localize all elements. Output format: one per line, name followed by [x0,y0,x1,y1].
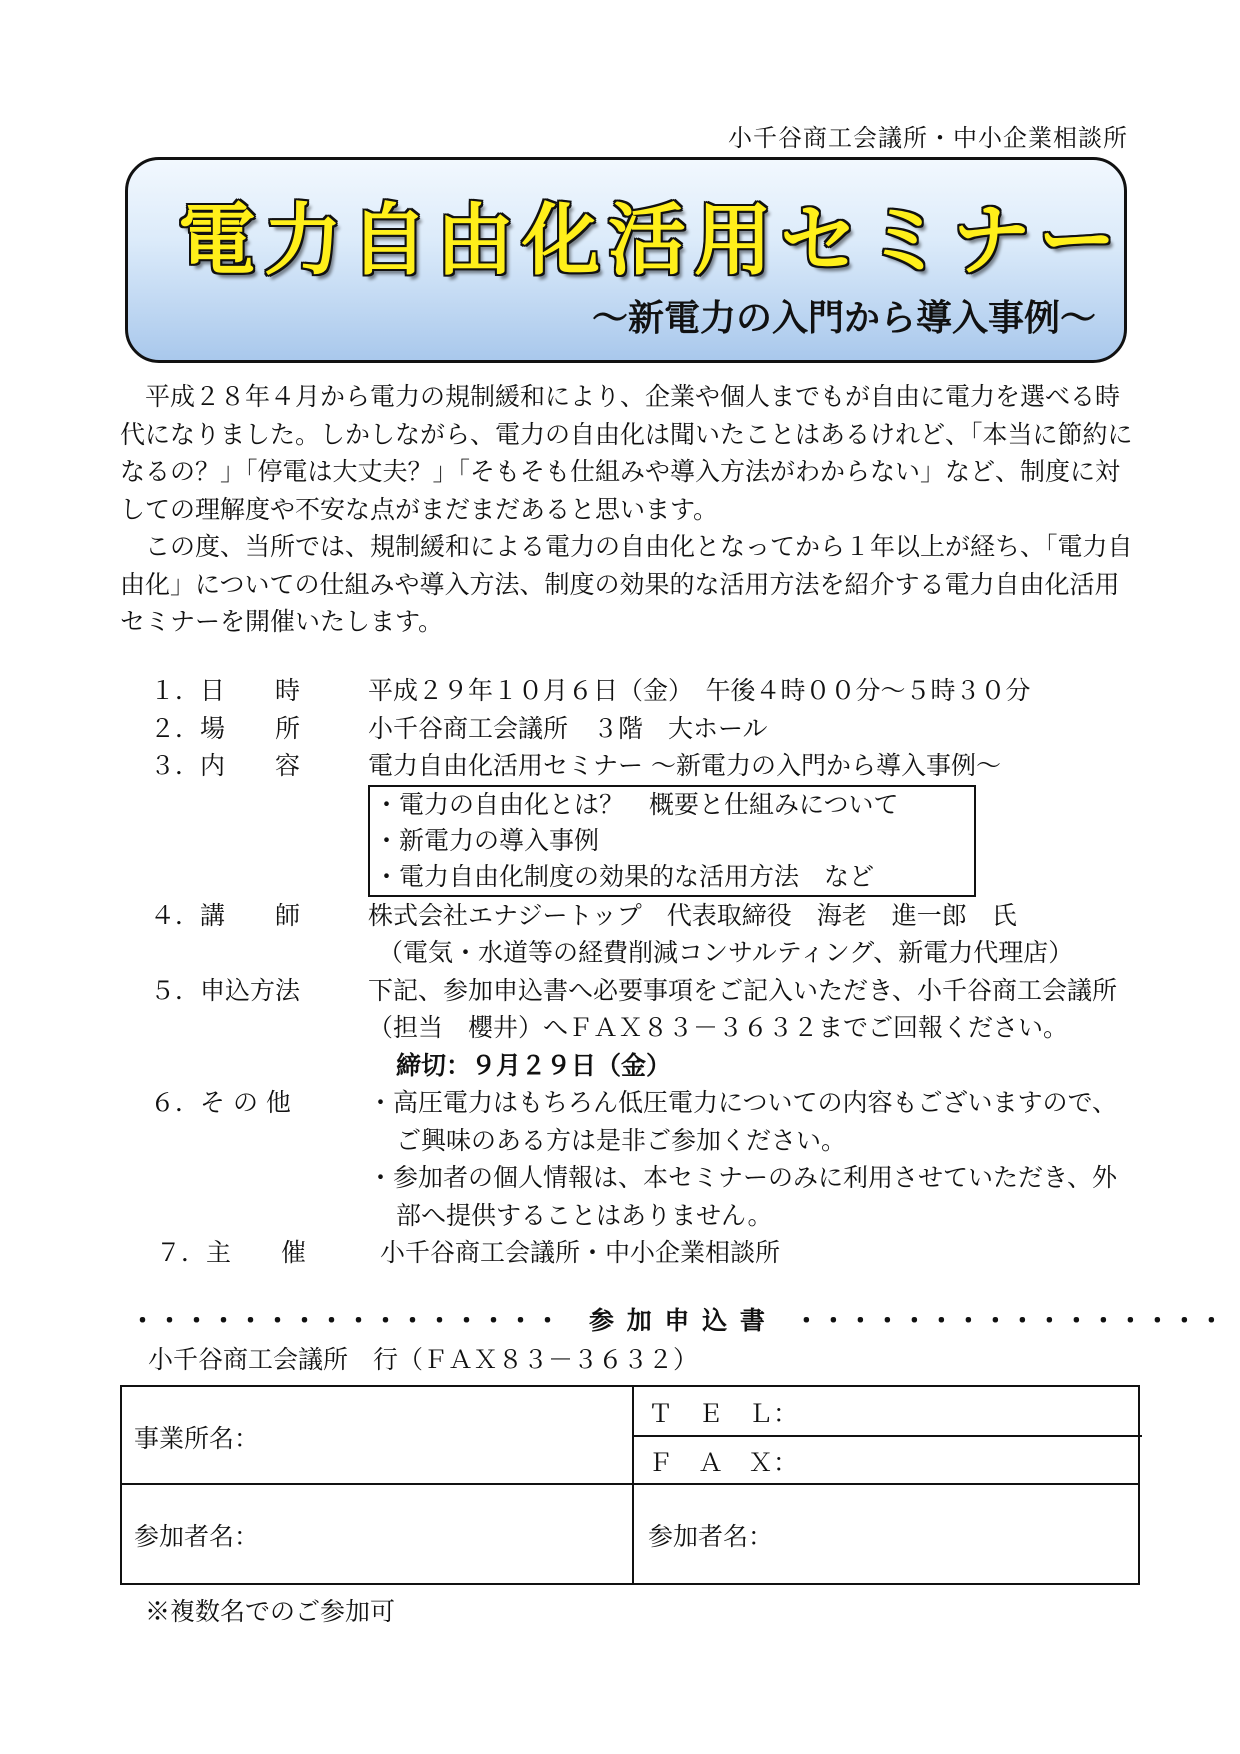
lecturer-value: 株式会社エナジートップ 代表取締役 海老 進一郎 氏 [368,900,1017,930]
participant-label-2: 参加者名： [648,1522,774,1551]
fax-label: Ｆ Ａ Ｘ： [648,1448,799,1477]
detail-datetime [150,672,1140,710]
topics-box [368,785,976,897]
intro-paragraph-1: 平成２８年４月から電力の規制緩和により、企業や個人までもが自由に電力を選べる時代になりました。しかしながら、電力の自由化は聞いたことはあるけれど、「本当に節約になるの？」「停電は大丈夫？」「そもそも仕組みや導入方法がわからない」など、制度に対しての理解度や不安な点がまだまだあると思います。 [120,382,1133,524]
detail-other [150,1084,1140,1234]
intro-text [120,378,1140,641]
topic-item: ・電力自由化制度の効果的な活用方法 など [374,861,875,891]
datetime-label: １．日 時 [150,676,301,705]
company-name-field[interactable] [134,1387,628,1483]
participant-label-1: 参加者名： [134,1522,260,1551]
organization-header: 小千谷商工会議所・中小企業相談所 [728,124,1128,152]
tel-label: Ｔ Ｅ Ｌ： [648,1399,799,1428]
event-details [150,672,1140,1272]
seminar-title: 電力自由化活用セミナー [178,196,1125,286]
application-value: 下記、参加申込書へ必要事項をご記入いただき、小千谷商工会議所（担当 櫻井）へＦＡＸ８３－３６３２までご回報ください。 [368,975,1118,1042]
lecturer-note: （電気・水道等の経費削減コンサルティング、新電力代理店） [378,938,1074,967]
content-value: 電力自由化活用セミナー ～新電力の入門から導入事例～ [368,751,1001,780]
intro-paragraph-2: この度、当所では、規制緩和による電力の自由化となってから１年以上が経ち、「電力自由化」についての仕組みや導入方法、制度の効果的な活用方法を紹介する電力自由化活用セミナーを開催いたします。 [120,532,1133,636]
venue-label: ２．場 所 [150,713,301,743]
seminar-subtitle: ～新電力の入門から導入事例～ [591,298,1096,339]
detail-organizer [150,1234,1140,1272]
datetime-value: 平成２９年１０月６日（金） 午後４時００分～５時３０分 [368,676,1031,705]
application-form [120,1385,1140,1585]
form-addressee: 小千谷商工会議所 行（ＦＡＸ８３－３６３２） [148,1345,699,1374]
other-note: ・参加者の個人情報は、本セミナーのみに利用させていただき、外部へ提供することはありません。 [368,1163,1118,1230]
detail-lecturer [150,897,1140,972]
application-divider: ・・・・・・・・・・・・・・・・ 参 加 申 込 書 ・・・・・・・・・・・・・・・・ [130,1306,1226,1335]
detail-content [150,747,1140,897]
organizer-label: ７．主 催 [156,1238,307,1267]
application-label: ５．申込方法 [150,975,301,1005]
topic-item: ・新電力の導入事例 [374,825,600,855]
fax-field[interactable] [842,1437,1138,1483]
form-footnote: ※複数名でのご参加可 [145,1597,396,1626]
company-name-label: 事業所名： [134,1424,260,1453]
participant-field-1[interactable] [262,1485,628,1583]
deadline: 締切：９月２９日（金） [396,1050,672,1080]
other-note: ・高圧電力はもちろん低圧電力についての内容もございますので、ご興味のある方は是非ご参加ください。 [368,1088,1118,1155]
title-banner [125,157,1127,363]
lecturer-label: ４．講 師 [150,900,301,930]
venue-value: 小千谷商工会議所 ３階 大ホール [368,713,768,743]
detail-venue [150,710,1140,748]
participant-field-2[interactable] [776,1485,1138,1583]
topic-item: ・電力の自由化とは？ 概要と仕組みについて [374,789,899,819]
organizer-value: 小千谷商工会議所・中小企業相談所 [380,1238,781,1267]
detail-application [150,972,1140,1085]
form-vertical-divider [632,1387,634,1583]
content-label: ３．内 容 [150,751,301,780]
other-label: ６．そ の 他 [150,1088,291,1117]
tel-field[interactable] [842,1387,1138,1435]
